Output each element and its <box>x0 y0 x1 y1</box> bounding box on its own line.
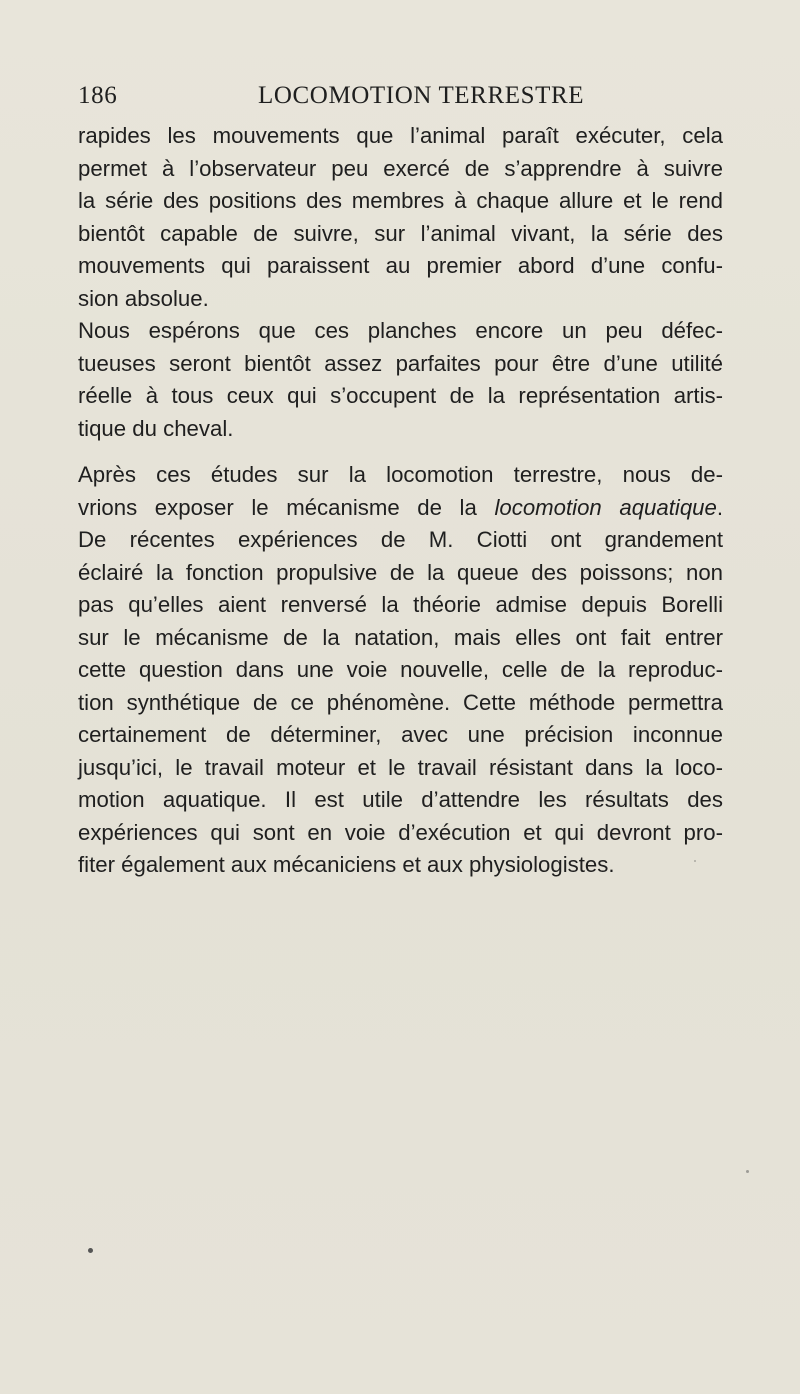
italic-term: locomotion aquatique <box>494 494 717 520</box>
text-line: la série des positions des membres à chaque allure et le rend <box>78 188 723 213</box>
page-number: 186 <box>78 82 118 109</box>
text-line: bientôt capable de suivre, sur l’animal vivant, la série des <box>78 220 723 246</box>
text-line: certainement de déterminer, avec une précision inconnue <box>78 722 723 747</box>
text-line: fiter également aux mécaniciens et aux physiologistes. <box>78 852 615 877</box>
text-line: sur le mécanisme de la natation, mais elles ont fait entrer <box>78 624 723 650</box>
text-line: rapides les mouvements que l’animal paraît exécuter, cela <box>78 123 723 148</box>
text-line: motion aquatique. Il est utile d’attendre les résultats des <box>78 787 723 812</box>
text-line: De récentes expériences de M. Ciotti ont grandement <box>78 527 723 552</box>
text-line: réelle à tous ceux qui s’occupent de la représentation artis- <box>78 383 723 408</box>
text-line: pas qu’elles aient renversé la théorie admise depuis Borelli <box>78 592 723 617</box>
text-line: mouvements qui paraissent au premier abord d’une confu- <box>78 253 723 278</box>
paragraph-3 <box>78 459 723 882</box>
running-title: LOCOMOTION TERRESTRE <box>258 82 585 109</box>
text-line-with-italic <box>78 492 723 525</box>
text-line: tueuses seront bientôt assez parfaites pour être d’une utilité <box>78 350 723 376</box>
text-line: sion absolue. <box>78 285 209 311</box>
text-line: jusqu’ici, le travail moteur et le travail résistant dans la loco- <box>78 754 723 780</box>
text-line: tique du cheval. <box>78 415 234 441</box>
text-line: Après ces études sur la locomotion terrestre, nous de- <box>78 462 723 487</box>
paragraph-1 <box>78 120 723 315</box>
text-line: permet à l’observateur peu exercé de s’apprendre à suivre <box>78 155 723 181</box>
text-line: tion synthétique de ce phénomène. Cette méthode permettra <box>78 689 723 715</box>
text-line: expériences qui sont en voie d’exécution et qui devront pro- <box>78 819 723 845</box>
text-line: cette question dans une voie nouvelle, celle de la reproduc- <box>78 657 723 682</box>
text-segment: . <box>716 494 724 520</box>
paragraph-gap <box>78 445 723 459</box>
paper-speck <box>88 1248 93 1253</box>
paragraph-2 <box>78 315 723 445</box>
running-head <box>78 82 718 116</box>
paper-speck <box>746 1170 749 1173</box>
paper-speck <box>694 860 696 862</box>
text-line: Nous espérons que ces planches encore un peu défec- <box>78 318 723 343</box>
text-line: éclairé la fonction propulsive de la queue des poissons; non <box>78 559 723 585</box>
body-text <box>78 120 723 882</box>
text-segment: vrions exposer le mécanisme de la <box>78 494 495 520</box>
